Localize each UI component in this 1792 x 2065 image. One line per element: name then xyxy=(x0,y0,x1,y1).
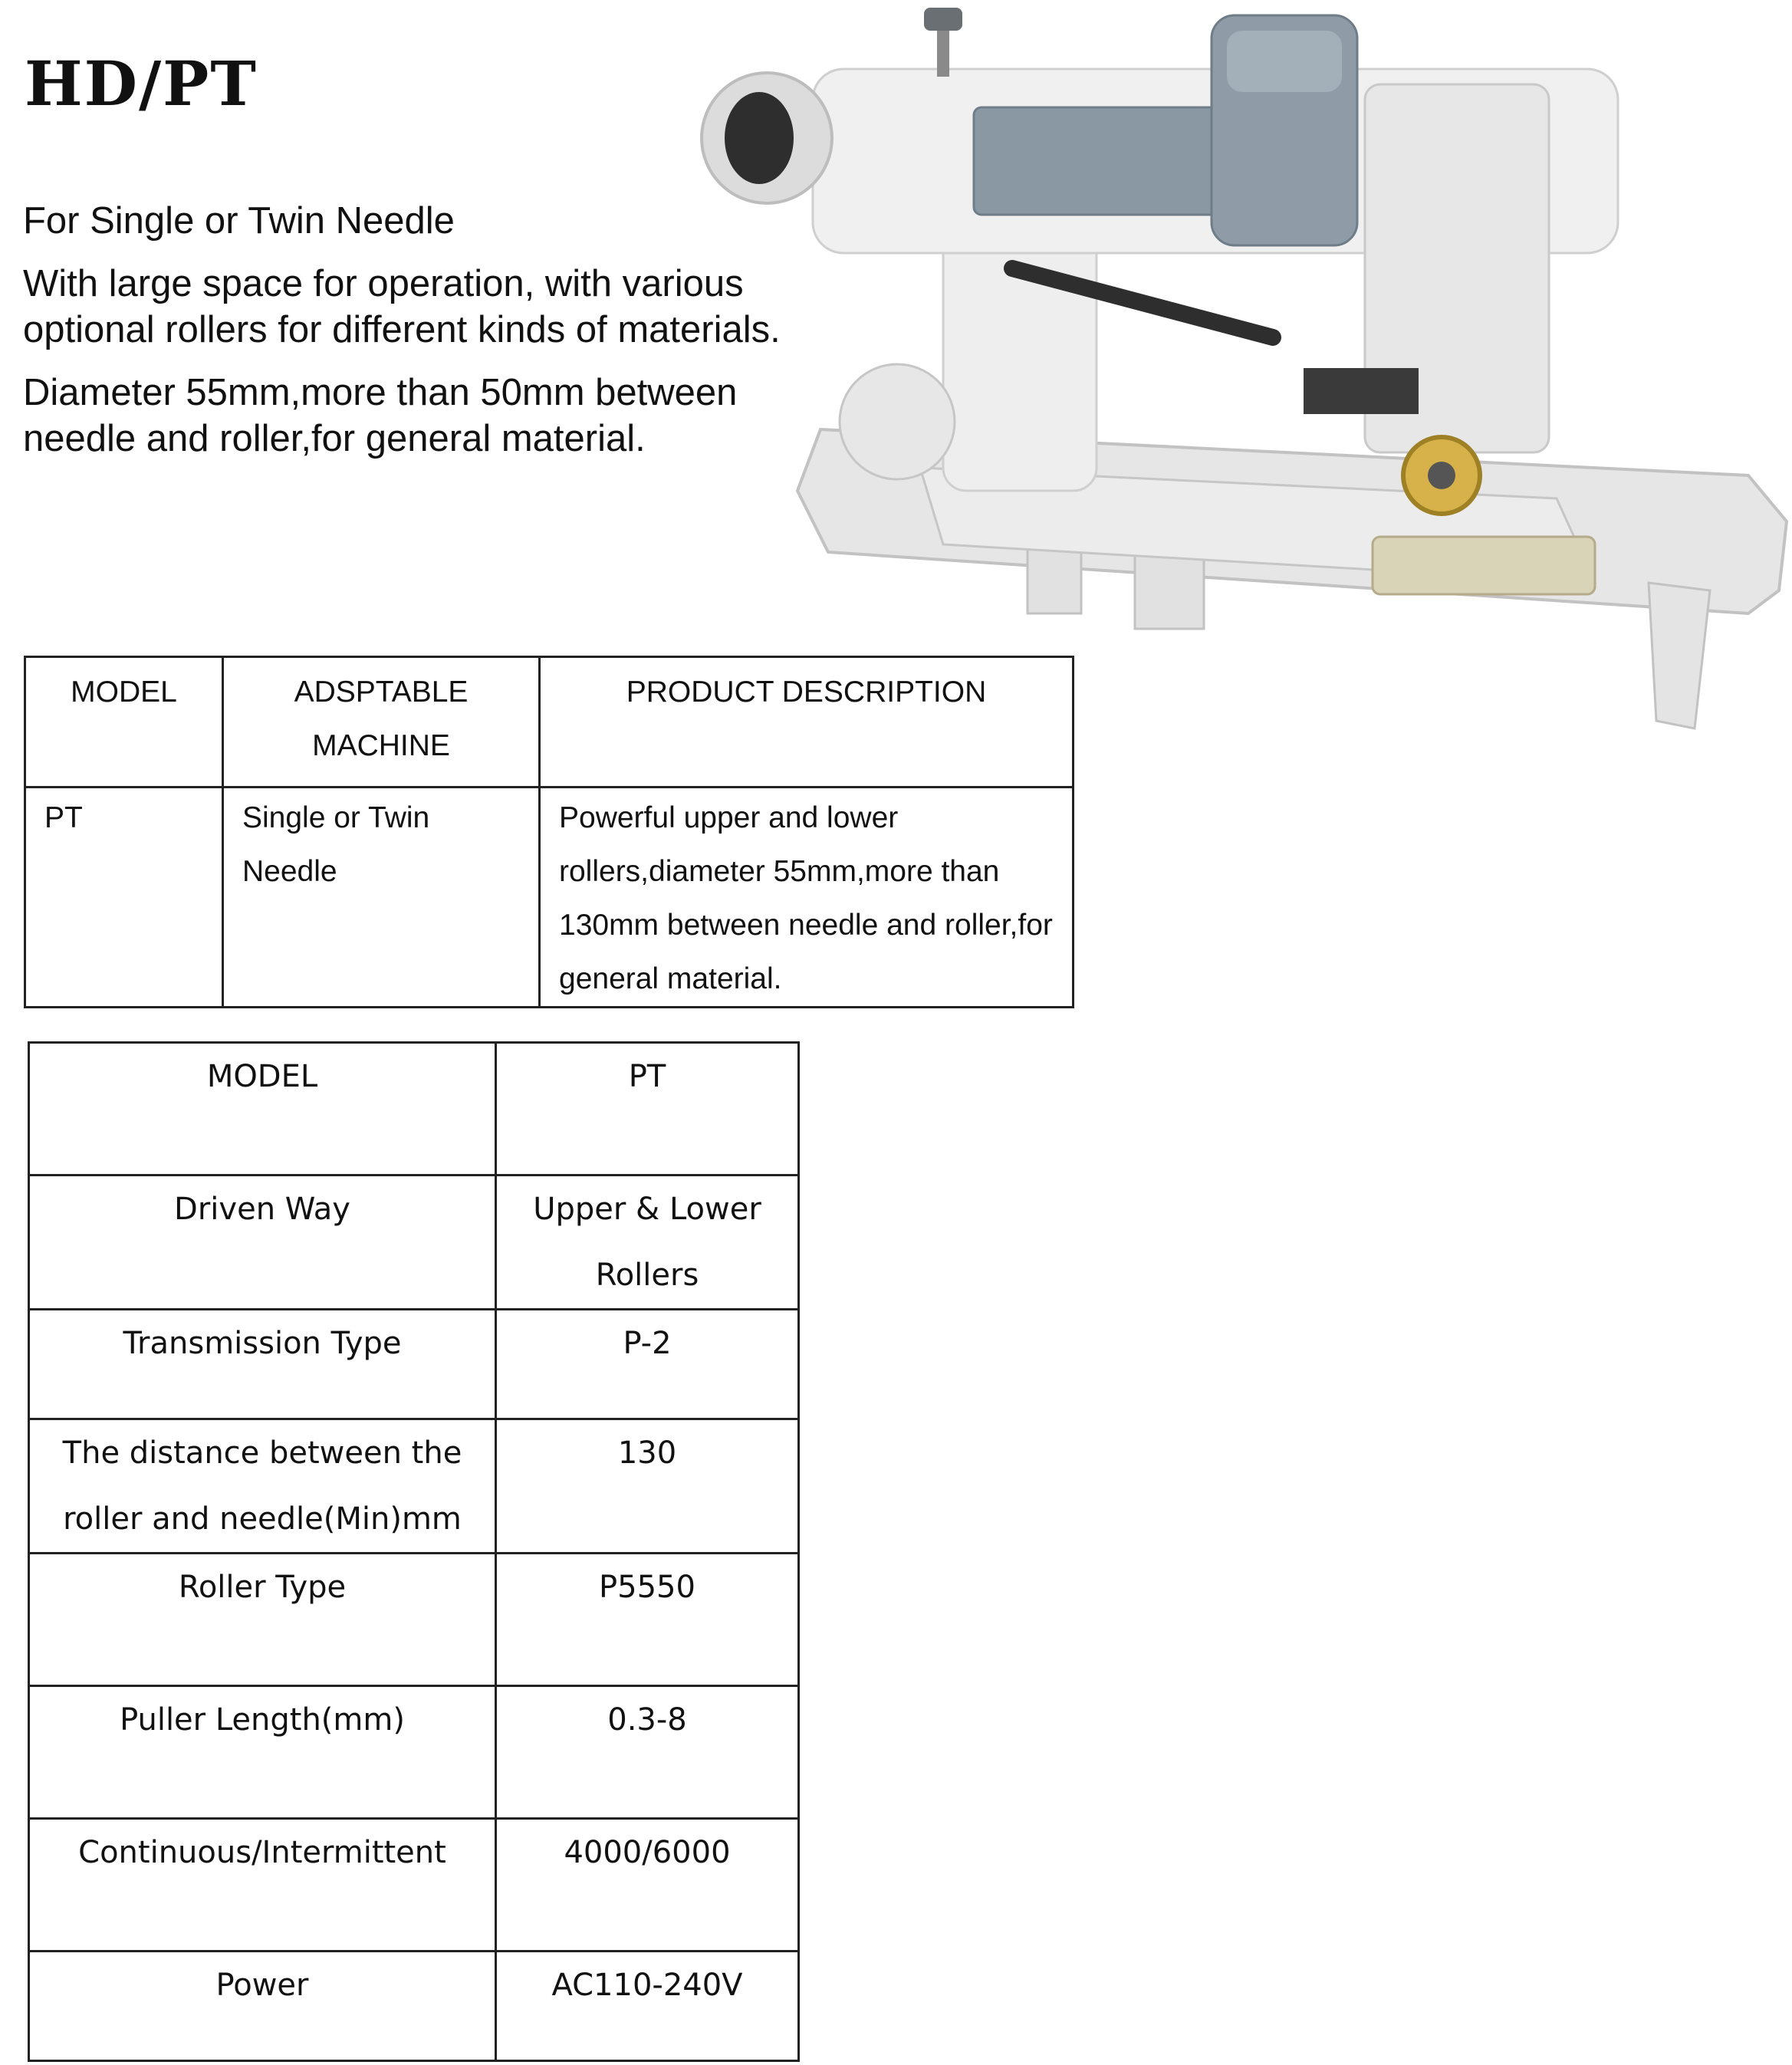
spec-label: Driven Way xyxy=(29,1176,496,1310)
spec-row xyxy=(29,1819,799,1952)
description-line-2: With large space for operation, with various optional rollers for different kinds of materials. xyxy=(23,263,781,350)
spec-value: P-2 xyxy=(496,1310,799,1419)
adjust-knob xyxy=(924,8,962,31)
table-header-cell: PRODUCT DESCRIPTION xyxy=(540,657,1074,788)
spec-row xyxy=(29,1310,799,1419)
table-header-row xyxy=(25,657,1074,788)
page-title: HD/PT xyxy=(25,48,258,120)
table-header-cell: ADSPTABLE MACHINE xyxy=(223,657,540,788)
product-table xyxy=(24,656,1074,1008)
spec-row xyxy=(29,1686,799,1819)
puller-arm xyxy=(1304,368,1419,414)
machine-leg-right xyxy=(1649,583,1710,728)
spec-label: Puller Length(mm) xyxy=(29,1686,496,1819)
table-cell: PT xyxy=(25,788,223,1008)
spec-row xyxy=(29,1952,799,2061)
table-cell: Single or Twin Needle xyxy=(223,788,540,1008)
description-line-1: For Single or Twin Needle xyxy=(23,200,455,242)
puller-housing xyxy=(974,107,1227,215)
table-header-cell: MODEL xyxy=(25,657,223,788)
spec-value: PT xyxy=(496,1043,799,1176)
roller-bar xyxy=(1373,537,1595,594)
spec-row xyxy=(29,1419,799,1554)
spec-value: 130 xyxy=(496,1419,799,1554)
spec-row xyxy=(29,1043,799,1176)
description-line-3: Diameter 55mm,more than 50mm between needle and roller,for general material. xyxy=(23,372,738,459)
spec-table xyxy=(28,1041,800,2062)
spec-value: AC110-240V xyxy=(496,1952,799,2061)
spec-row xyxy=(29,1176,799,1310)
spec-row xyxy=(29,1554,799,1686)
machine-pillar xyxy=(943,215,1097,491)
spec-label: Continuous/Intermittent xyxy=(29,1819,496,1952)
table-cell: Powerful upper and lower rollers,diameter 55mm,more than 130mm between needle and roller,for general material. xyxy=(540,788,1074,1008)
spec-value: 0.3-8 xyxy=(496,1686,799,1819)
table-row xyxy=(25,788,1074,1008)
spec-value: P5550 xyxy=(496,1554,799,1686)
sewing-machine-image xyxy=(690,0,1792,751)
spec-label: Roller Type xyxy=(29,1554,496,1686)
spec-value: 4000/6000 xyxy=(496,1819,799,1952)
spec-label: Power xyxy=(29,1952,496,2061)
spec-label: MODEL xyxy=(29,1043,496,1176)
spec-label: Transmission Type xyxy=(29,1310,496,1419)
spec-label: The distance between the roller and needle(Min)mm xyxy=(29,1419,496,1554)
spec-value: Upper & Lower Rollers xyxy=(496,1176,799,1310)
bed-cylinder xyxy=(840,364,955,479)
